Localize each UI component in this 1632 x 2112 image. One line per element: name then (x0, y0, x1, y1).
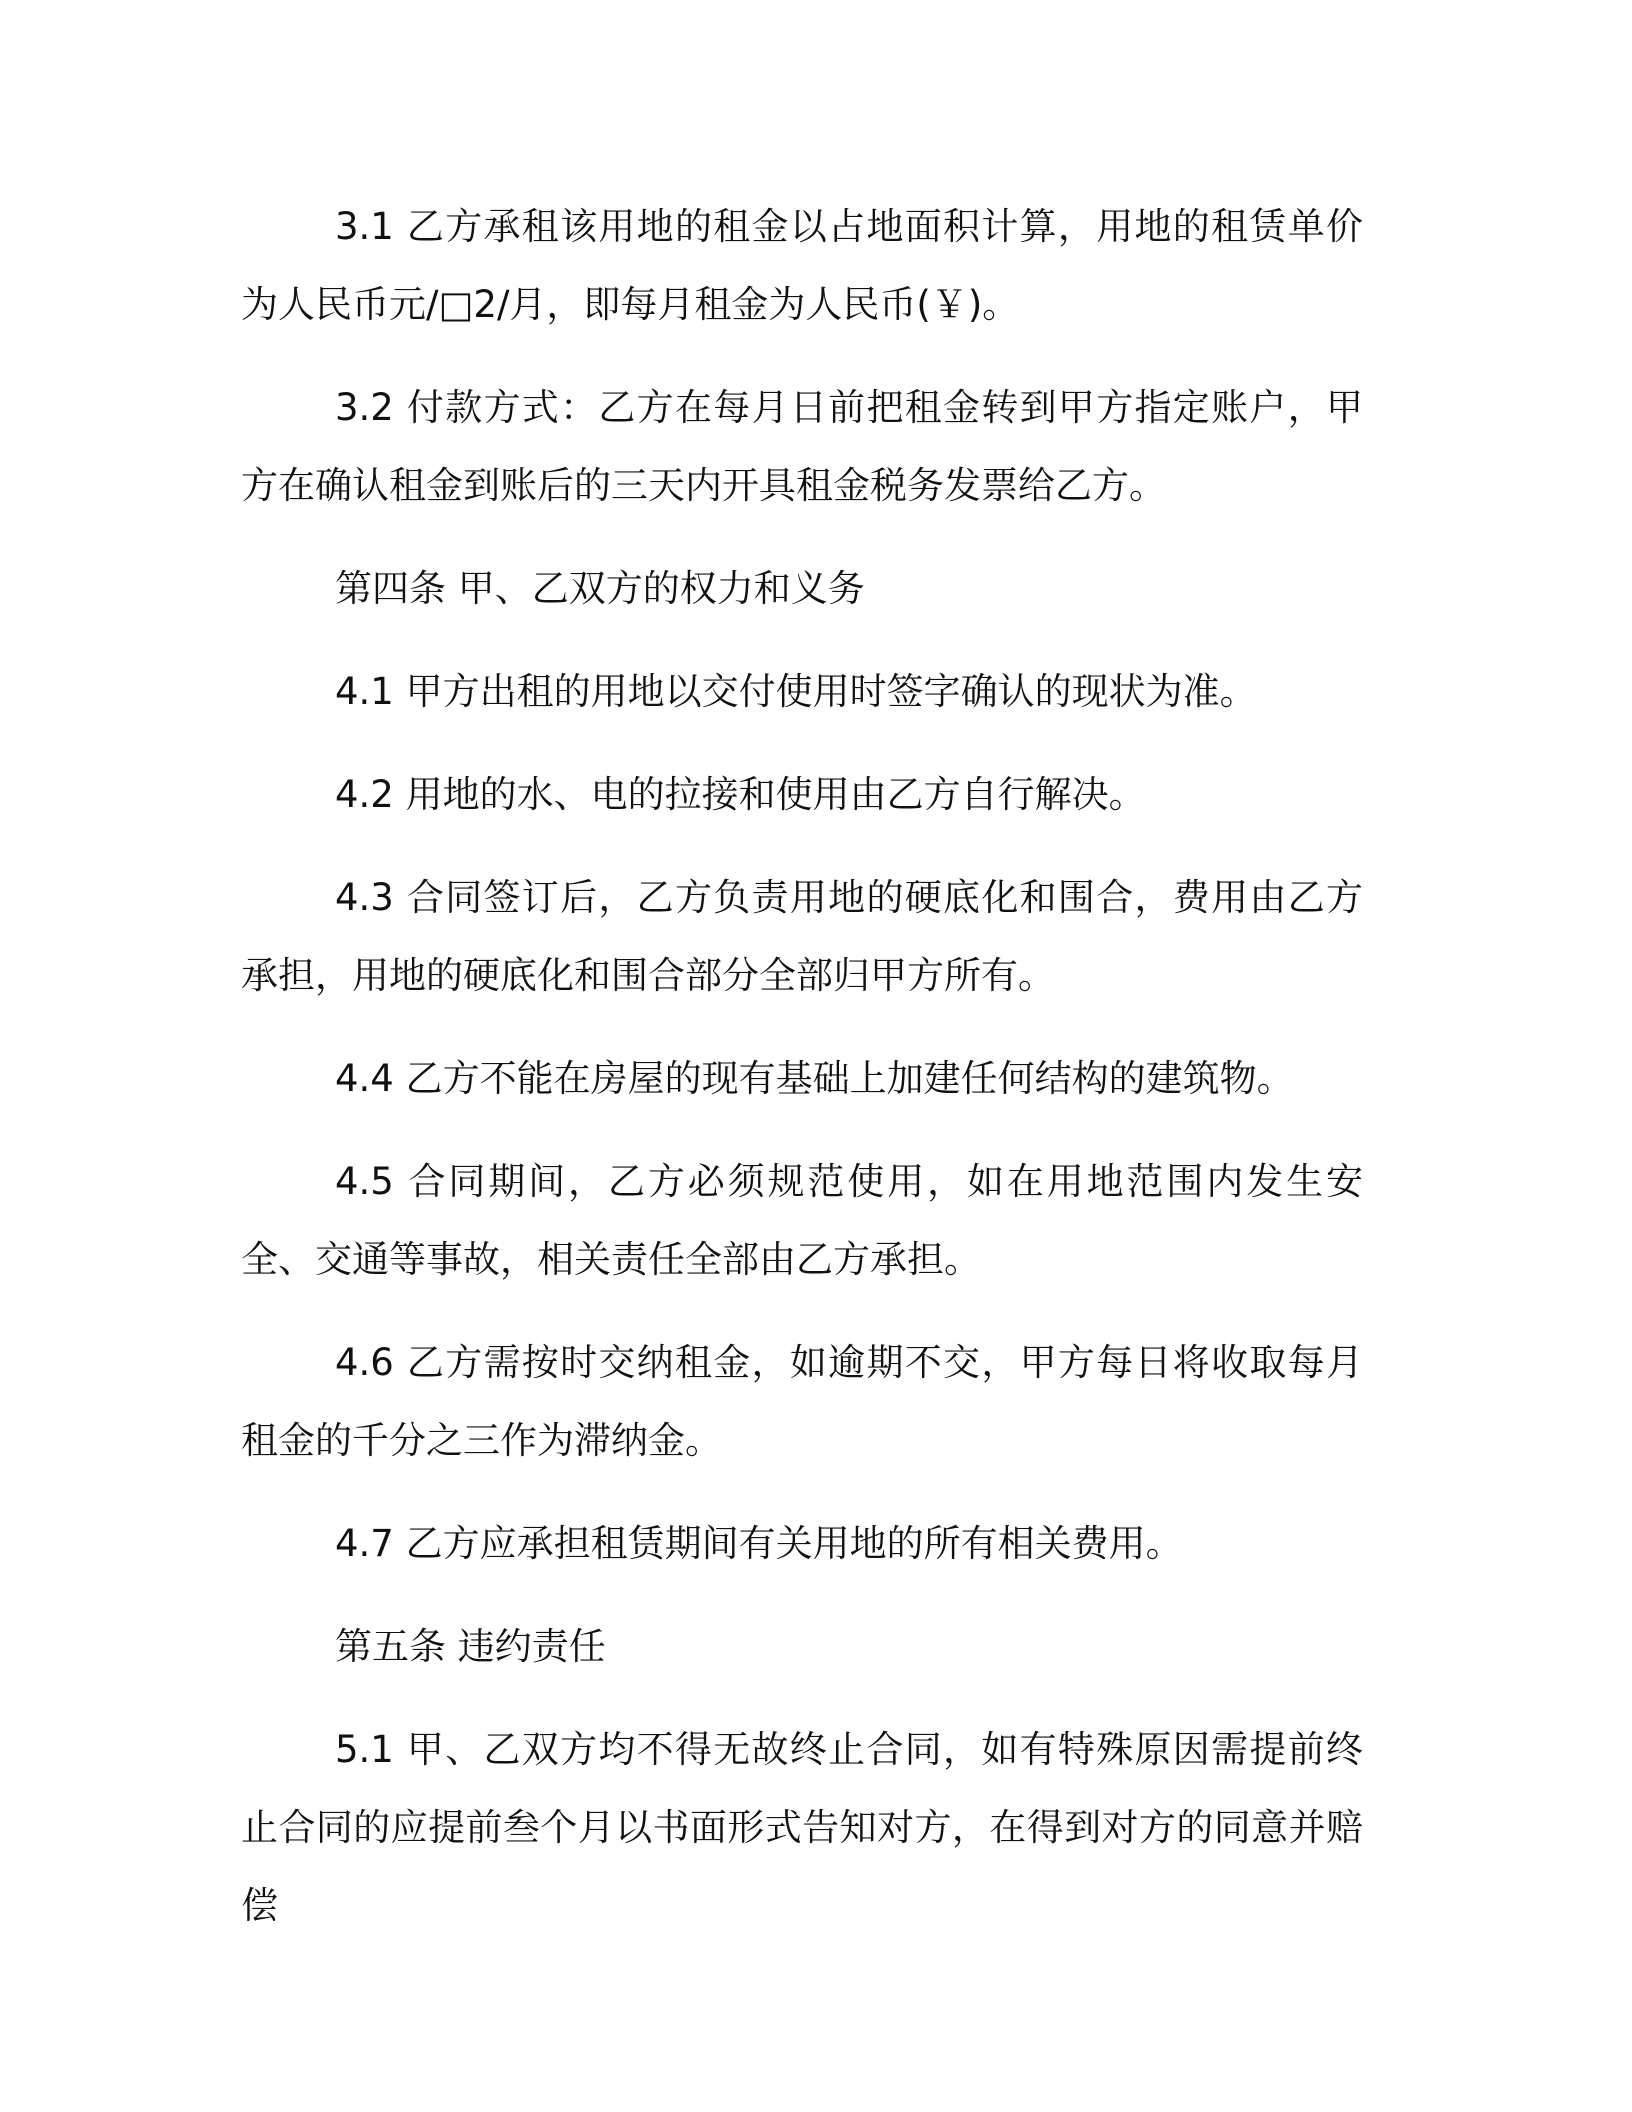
article-4-heading: 第四条 甲、乙双方的权力和义务 (335, 567, 865, 610)
clause-4-1: 4.1 甲方出租的用地以交付使用时签字确认的现状为准。 (335, 670, 1257, 713)
article-5-heading: 第五条 违约责任 (335, 1625, 606, 1668)
clause-3-1: 3.1 乙方承租该用地的租金以占地面积计算，用地的租赁单价为人民币元/□2/月，即每月租金为人民币(￥)。 (241, 205, 1363, 326)
document-body (241, 188, 1363, 1970)
clause-3-2: 3.2 付款方式：乙方在每月日前把租金转到甲方指定账户，甲方在确认租金到账后的三天内开具租金税务发票给乙方。 (241, 386, 1363, 507)
clause-4-2: 4.2 用地的水、电的拉接和使用由乙方自行解决。 (335, 773, 1146, 816)
clause-5-1: 5.1 甲、乙双方均不得无故终止合同，如有特殊原因需提前终止合同的应提前叁个月以书面形式告知对方，在得到对方的同意并赔偿 (241, 1728, 1363, 1927)
clause-4-7: 4.7 乙方应承担租赁期间有关用地的所有相关费用。 (335, 1522, 1183, 1565)
clause-4-6: 4.6 乙方需按时交纳租金，如逾期不交，甲方每日将收取每月租金的千分之三作为滞纳金。 (241, 1341, 1363, 1462)
clause-4-4: 4.4 乙方不能在房屋的现有基础上加建任何结构的建筑物。 (335, 1057, 1294, 1100)
clause-4-3: 4.3 合同签订后，乙方负责用地的硬底化和围合，费用由乙方承担，用地的硬底化和围合部分全部归甲方所有。 (241, 876, 1363, 997)
clause-4-5: 4.5 合同期间，乙方必须规范使用，如在用地范围内发生安全、交通等事故，相关责任全部由乙方承担。 (241, 1160, 1363, 1281)
